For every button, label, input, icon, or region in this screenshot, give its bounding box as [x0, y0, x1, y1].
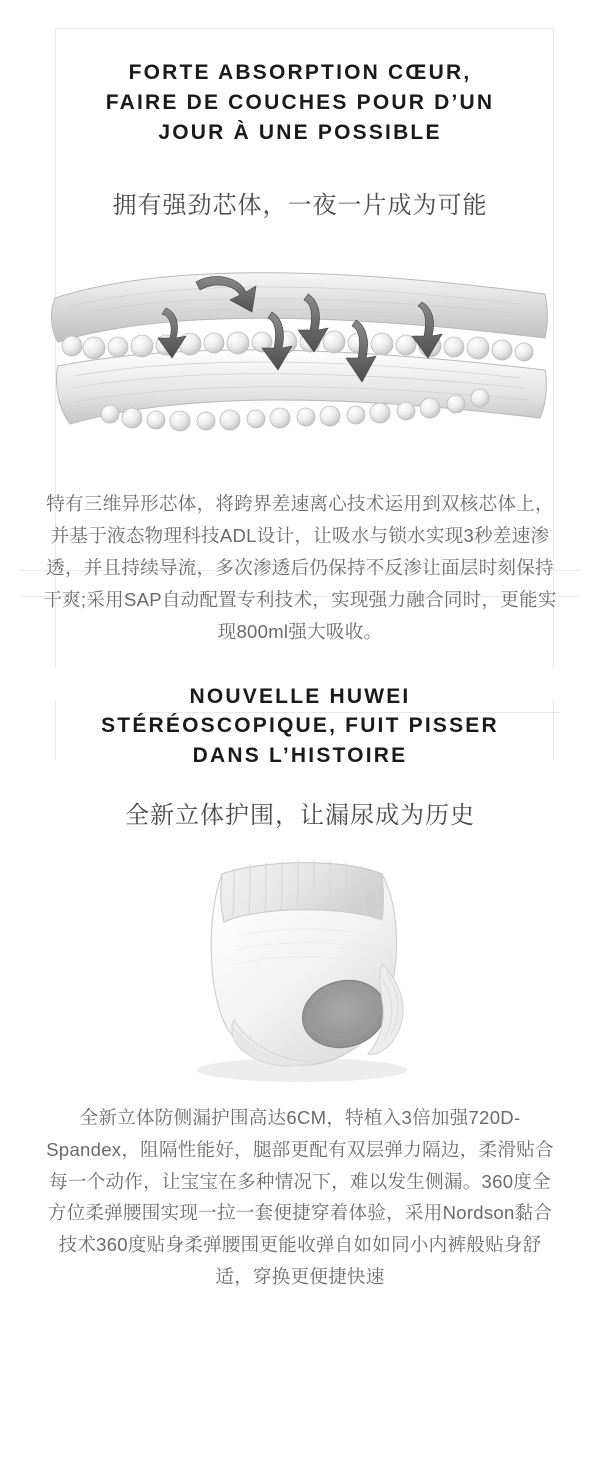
leak-guard-headline-line-3: DANS L’HISTOIRE: [192, 744, 408, 768]
absorbent-core-cross-section-illustration: [0, 246, 600, 446]
absorption-headline-line-3: JOUR À UNE POSSIBLE: [158, 120, 442, 144]
absorption-body-text: 特有三维异形芯体，将跨界差速离心技术运用到双核芯体上，并基于液态物理科技ADL设计，让吸水与锁水实现3秒差速渗透，并且持续导流，多次渗透后仍保持不反渗让面层时刻保持干爽;采用SAP自动配置专利技术，实现强力融合同时，更能实现800ml强大吸收。: [43, 493, 557, 642]
absorption-headline-line-1: FORTE ABSORPTION CŒUR,: [128, 61, 472, 84]
section-absorption: [0, 0, 600, 648]
leak-guard-headline-line-1: NOUVELLE HUWEI: [189, 684, 411, 708]
pull-up-diaper-pant-photo: [0, 844, 600, 1094]
section-leak-guard: [0, 682, 600, 1293]
leak-guard-headline: [0, 682, 600, 771]
absorption-subhead: 拥有强劲芯体，一夜一片成为可能: [112, 192, 488, 220]
absorption-headline: [0, 0, 600, 147]
absorption-headline-line-2: FAIRE DE COUCHES POUR D’UN: [105, 90, 495, 114]
leak-guard-headline-line-2: STÉRÉOSCOPIQUE, FUIT PISSER: [101, 714, 499, 738]
leak-guard-subhead: 全新立体护围，让漏尿成为历史: [125, 801, 475, 829]
leak-guard-body-text: 全新立体防侧漏护围高达6CM，特植入3倍加强720D-Spandex，阻隔性能好，腿部更配有双层弹力隔边，柔滑贴合每一个动作，让宝宝在多种情况下，难以发生侧漏。360度全方位柔弹腰围实现一拉一套便捷穿着体验，采用Nordson黏合技术360度贴身柔弹腰围更能收弹自如如同小内裤般贴身舒适，穿换更便捷快速: [46, 1106, 554, 1287]
